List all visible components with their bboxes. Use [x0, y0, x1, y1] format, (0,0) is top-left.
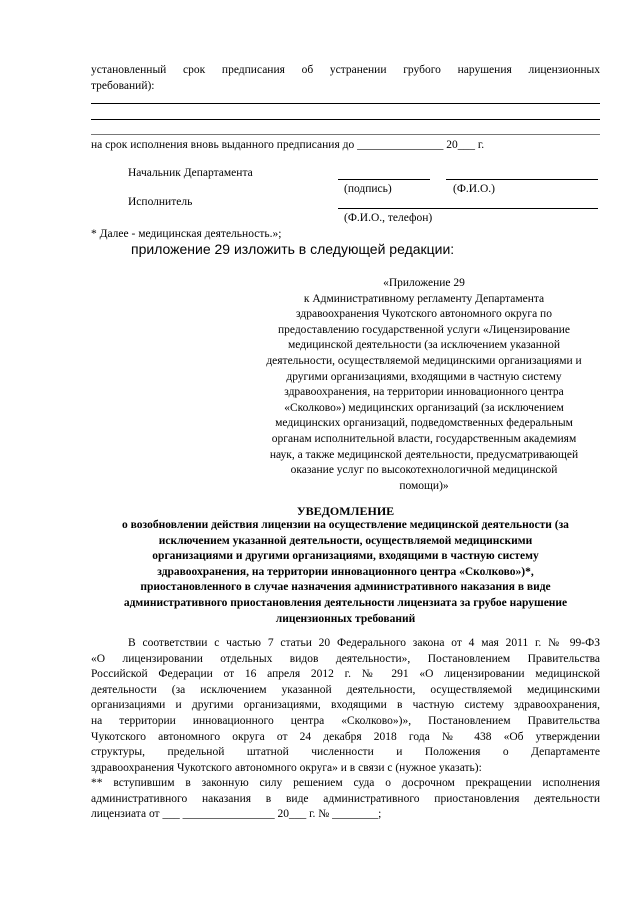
- body-line: деятельности (за исключением указанной деятельности, осуществляемой медицинскими: [91, 683, 600, 696]
- fio-line: [446, 179, 598, 180]
- blank-line-1: [91, 103, 600, 104]
- appendix-header-line: «Приложение 29: [383, 277, 465, 289]
- body-line: структуры, предельной штатной численности и Положения о Департаменте: [91, 746, 600, 759]
- top-text-line-2: требований):: [91, 80, 155, 92]
- appendix-header-line: деятельности, осуществляемой медицинскими организациями и: [266, 354, 582, 367]
- notice-subtitle-line: исключением указанной деятельности, осуществляемой медицинскими: [158, 534, 533, 547]
- body-line: организациями и другими организациями, входящими в частную систему здравоохранения,: [91, 699, 600, 712]
- appendix-header-line: медицинских организаций, подведомственных федеральным: [275, 417, 573, 430]
- appendix-header-line: другими организациями, входящими в частную систему: [286, 370, 562, 383]
- appendix-header-line: предоставлению государственной услуги «Лицензирование: [277, 323, 571, 336]
- notice-title: УВЕДОМЛЕНИЕ: [296, 504, 395, 518]
- notice-subtitle-line: административного приостановления деятельности лицензиата за грубое нарушение: [123, 596, 568, 609]
- body-paragraph: [91, 636, 600, 776]
- appendix-header-line: к Административному регламенту Департамента: [303, 292, 545, 305]
- body-line: Российской Федерации от 16 апреля 2012 г. № 291 «О лицензировании медицинской: [91, 668, 600, 681]
- appendix-header: [238, 276, 610, 494]
- appendix-header-line: помощи)»: [399, 479, 449, 492]
- body-line: В соответствии с частью 7 статьи 20 Федерального закона от 4 мая 2011 г. № 99-ФЗ: [128, 637, 600, 649]
- court-line: административного наказания в виде административного приостановления деятельности: [91, 792, 600, 805]
- top-text-line-1: установленный срок предписания об устранении грубого нарушения лицензионных: [91, 64, 600, 76]
- notice-subtitle-line: организациями и другими организациями, входящими в частную систему: [152, 550, 539, 563]
- appendix-header-line: оказание услуг по высокотехнологичной медицинской: [290, 464, 558, 477]
- body-line: Чукотского автономного округа от 24 декабря 2018 года № 438 «Об утверждении: [91, 730, 600, 743]
- appendix-header-line: органам исполнительной власти, государственным академиям: [271, 432, 577, 445]
- head-of-department-label: Начальник Департамента: [128, 167, 253, 179]
- blank-line-2: [91, 119, 600, 120]
- executor-caption: (Ф.И.О., телефон): [344, 212, 433, 224]
- court-line: ** вступившим в законную силу решением суда о досрочном прекращении исполнения: [91, 777, 600, 789]
- appendix-header-line: «Сколково») медицинских организаций (за исключением: [284, 401, 564, 414]
- body-line: «О лицензировании отдельных видов деятельности», Постановлением Правительства: [91, 652, 600, 665]
- executor-line: [338, 208, 598, 209]
- court-line: лицензиата от ___ ________________ 20___ г. № ________;: [91, 808, 382, 821]
- notice-subtitle-line: лицензионных требований: [275, 612, 416, 625]
- executor-label: Исполнитель: [128, 196, 193, 208]
- court-paragraph: [91, 776, 600, 823]
- notice-subtitle-line: приостановленного в случае назначения административного наказания в виде: [140, 581, 551, 594]
- deadline-text: на срок исполнения вновь выданного предписания до _______________ 20___ г.: [91, 139, 485, 151]
- notice-subtitle-line: здравоохранения, на территории инновационного центра «Сколково»)*,: [157, 565, 534, 578]
- fio-caption: (Ф.И.О.): [453, 183, 495, 195]
- body-line: здравоохранения Чукотского автономного округа» и в связи с (нужное указать):: [91, 761, 482, 774]
- body-line: на территории инновационного центра «Сколково»)», Постановлением Правительства: [91, 714, 600, 727]
- appendix-header-line: наук, а также медицинской деятельности, предусматривающей: [269, 448, 579, 461]
- notice-subtitle-line: о возобновлении действия лицензии на осуществление медицинской деятельности (за: [122, 519, 569, 531]
- signature-caption: (подпись): [344, 183, 392, 195]
- blank-line-3: [91, 134, 600, 135]
- signature-line: [338, 179, 430, 180]
- appendix-header-line: здравоохранения, на территории инновационного центра: [284, 386, 564, 399]
- appendix-header-line: медицинской деятельности (за исключением указанной: [288, 339, 560, 352]
- appendix-header-line: здравоохранения Чукотского автономного округа по: [296, 308, 552, 321]
- amendment-text: приложение 29 изложить в следующей редакции:: [131, 241, 455, 257]
- notice-subtitle: [85, 518, 606, 627]
- footnote: * Далее - медицинская деятельность.»;: [91, 228, 282, 240]
